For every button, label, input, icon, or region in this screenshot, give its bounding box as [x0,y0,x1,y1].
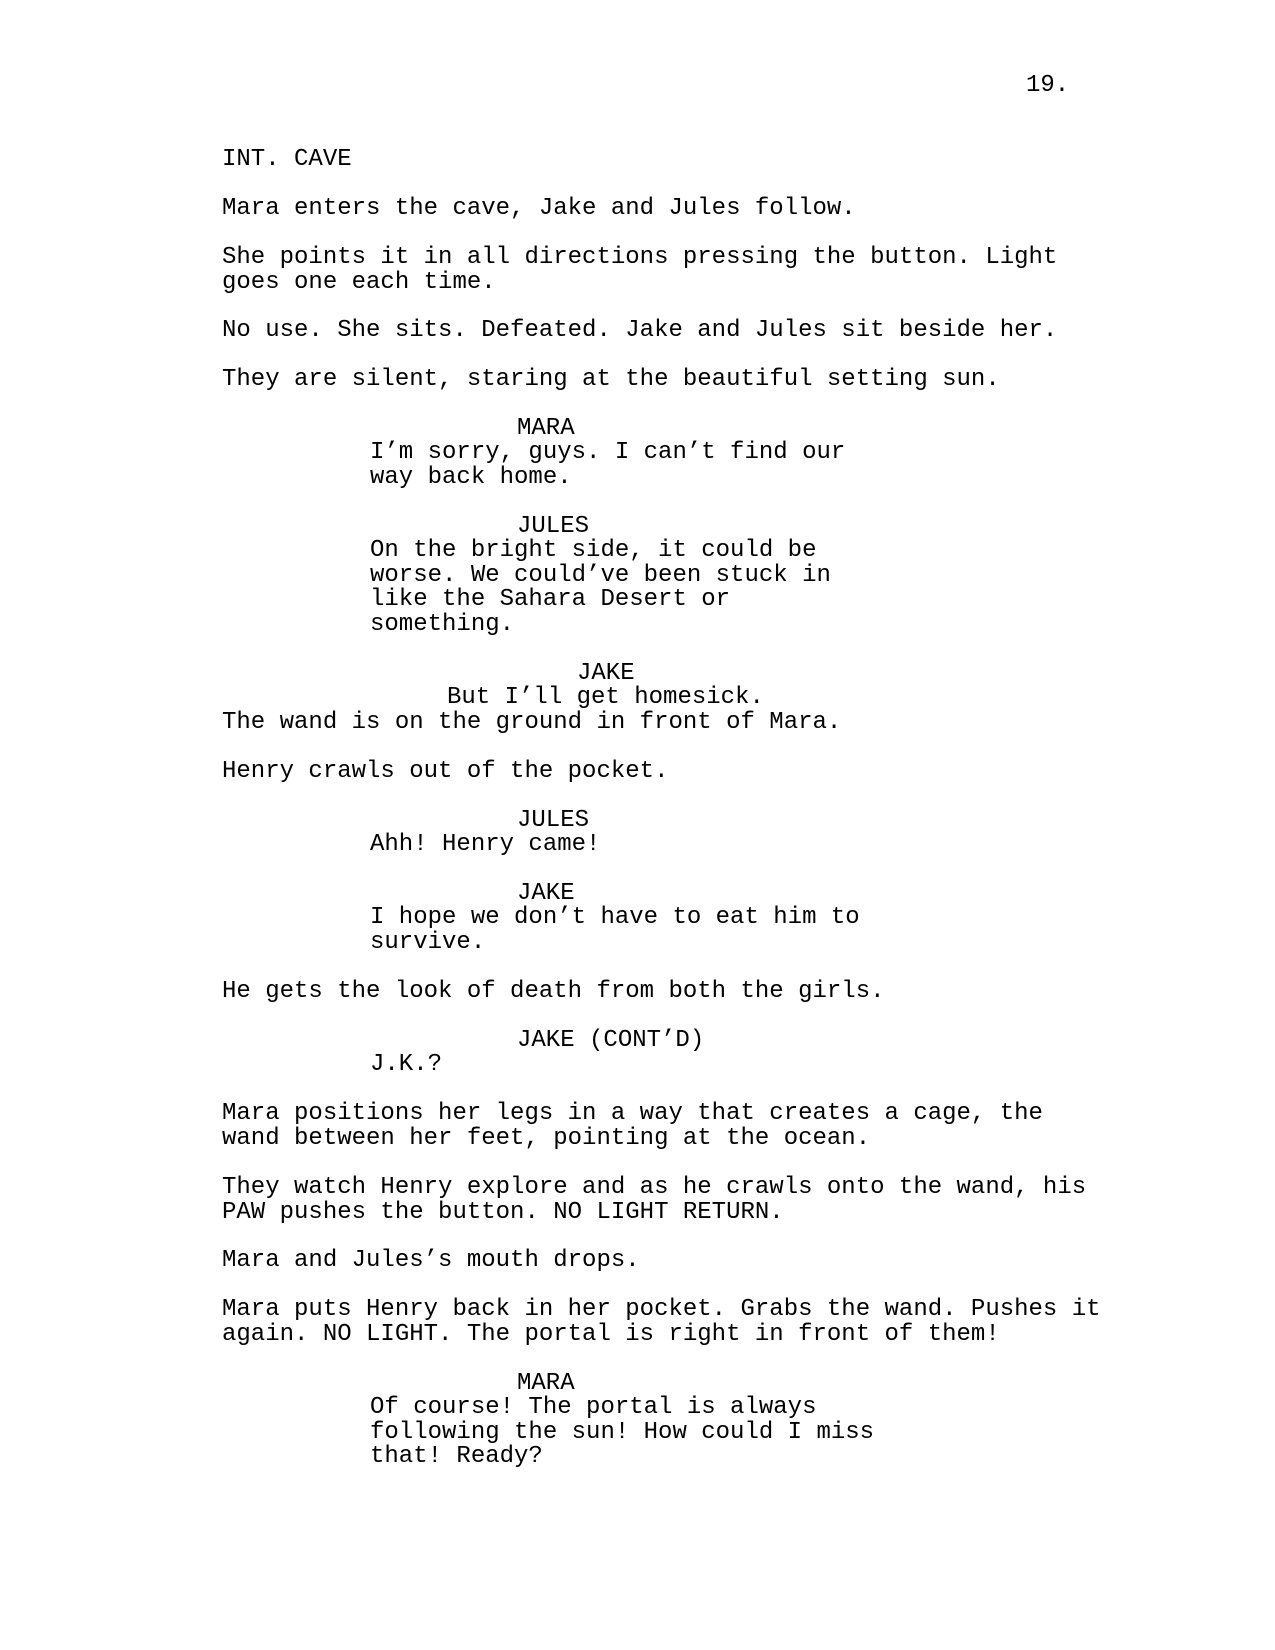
dialogue: I’m sorry, guys. I can’t find our way back home. [370,439,846,491]
character-name: JULES [517,807,590,834]
page-number: 19. [1026,72,1070,99]
action-line: Mara positions her legs in a way that creates a cage, the wand between her feet, pointing at the ocean. [222,1100,1043,1152]
character-name: MARA [517,1370,575,1397]
action-line: They watch Henry explore and as he crawls onto the wand, his PAW pushes the button. NO LIGHT RETURN. [222,1174,1087,1226]
action-line: No use. She sits. Defeated. Jake and Jules sit beside her. [222,317,1058,344]
action-line: They are silent, staring at the beautiful setting sun. [222,366,1000,393]
action-line: Henry crawls out of the pocket. [222,758,669,785]
dialogue: Of course! The portal is always following the sun! How could I miss that! Ready? [370,1394,875,1470]
action-line: He gets the look of death from both the girls. [222,978,885,1005]
action-line: The wand is on the ground in front of Mara. [222,709,842,736]
character-name: JULES [517,513,590,540]
character-name: JAKE (CONT’D) [517,1027,705,1054]
character-name: JAKE [517,880,575,907]
action-line: Mara and Jules’s mouth drops. [222,1247,640,1274]
action-line: Mara enters the cave, Jake and Jules follow. [222,195,856,222]
dialogue: I hope we don’t have to eat him to survive. [370,904,860,956]
action-line: Mara puts Henry back in her pocket. Grabs the wand. Pushes it again. NO LIGHT. The portal is right in front of them! [222,1296,1101,1348]
dialogue: But I’ll get homesick. [447,684,764,711]
action-line: She points it in all directions pressing the button. Light goes one each time. [222,244,1058,296]
scene-heading: INT. CAVE [222,146,352,173]
character-name: JAKE [577,660,635,687]
dialogue: Ahh! Henry came! [370,831,601,858]
dialogue: On the bright side, it could be worse. We could’ve been stuck in like the Sahara Desert or something. [370,537,831,638]
character-name: MARA [517,415,575,442]
dialogue: J.K.? [370,1051,443,1078]
